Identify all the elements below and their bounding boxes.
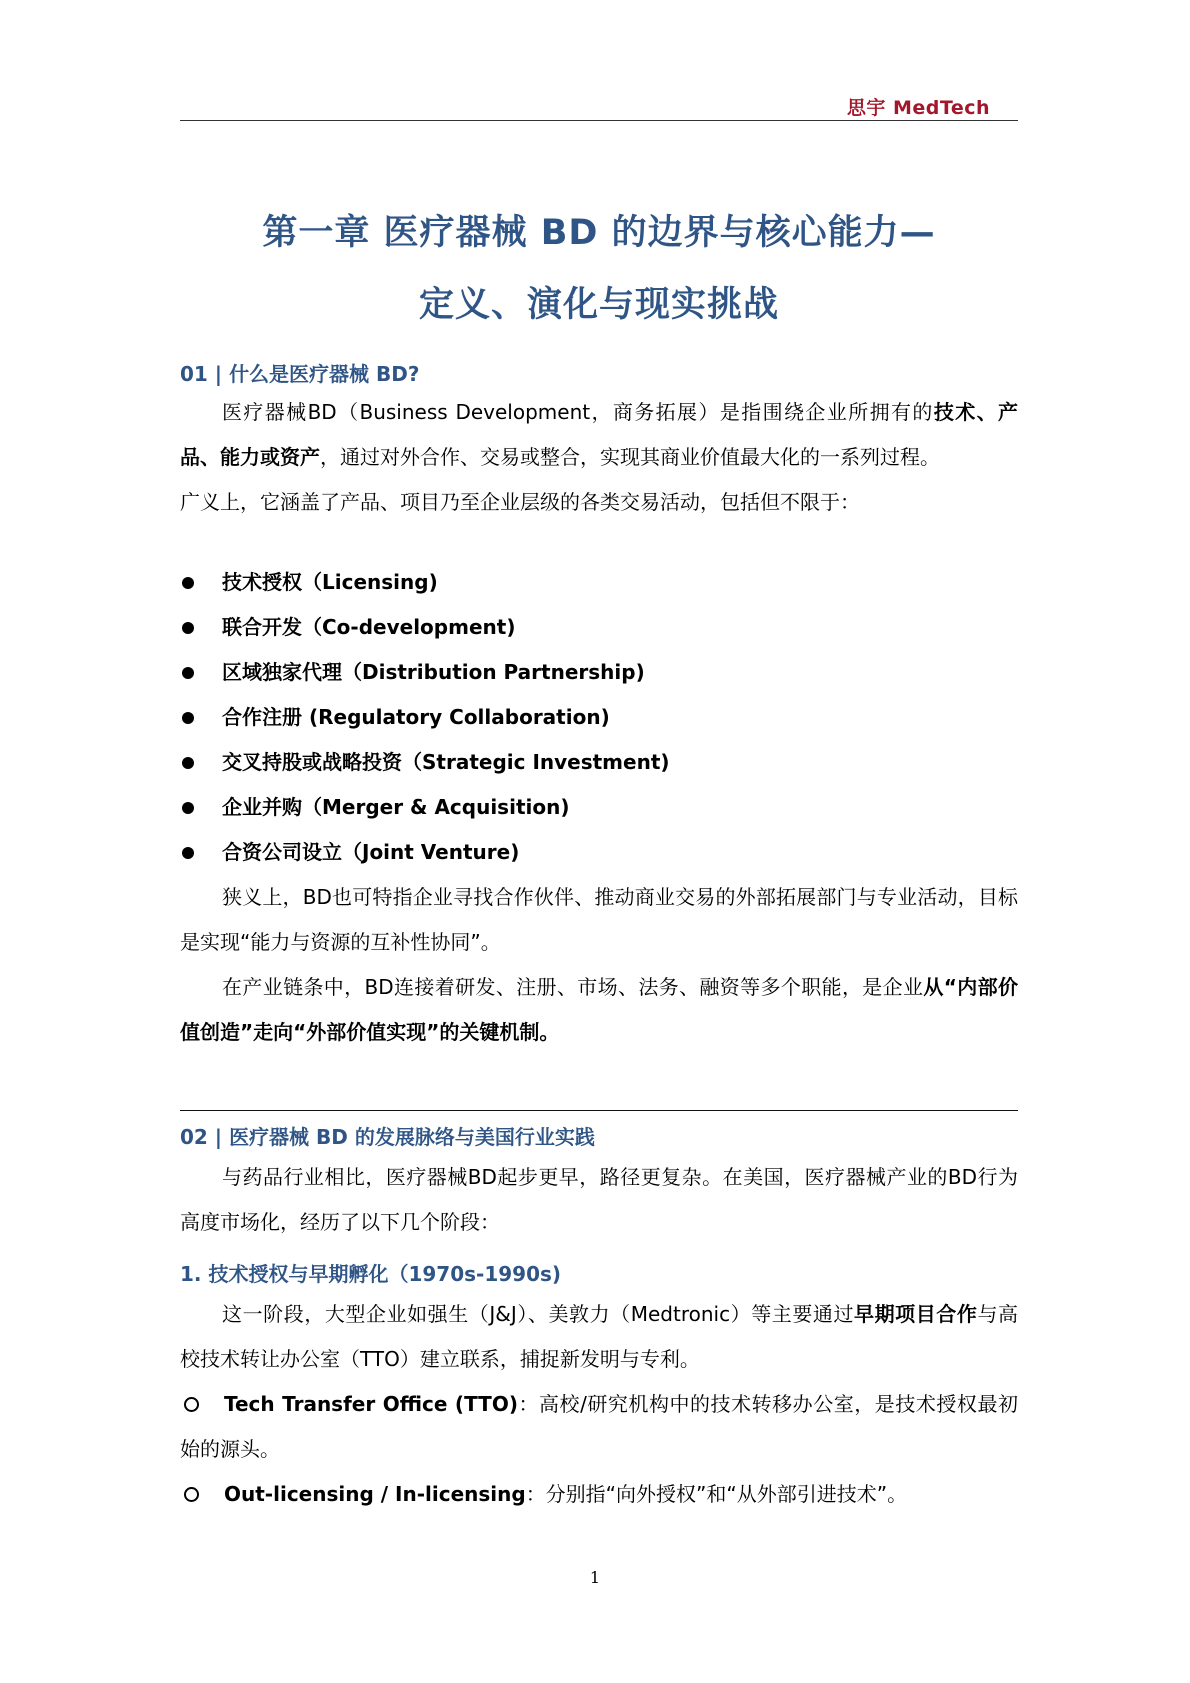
section1-p1-bold: 技术、产品、能力或资产 [180,400,1019,469]
section1-paragraph4 [180,965,1018,1055]
tto-description: ：高校/研究机构中的技术转移办公室，是技术授权最初始的源头。 [180,1392,1018,1461]
circle-bullet-icon [184,1487,199,1502]
licensing-description: ：分别指“向外授权”和“从外部引进技术”。 [525,1482,908,1506]
list-item-text: 合作注册 (Regulatory Collaboration) [222,705,610,729]
page-number: 1 [589,1568,601,1587]
header-brand: 思宇 MedTech [846,97,990,119]
chapter-title-line2: 定义、演化与现实挑战 [418,285,779,325]
section1-p1-text-c: ，通过对外合作、交易或整合，实现其商业价值最大化的一系列过程。 [320,445,940,469]
section2-heading: 02 | 医疗器械 BD 的发展脉络与美国行业实践 [180,1125,595,1149]
bullet-icon [182,622,194,634]
section1-paragraph1 [180,390,1018,525]
circle-bullet-icon [184,1397,199,1412]
bullet-icon [182,712,194,724]
licensing-item [180,1472,1018,1517]
list-item [180,695,1018,740]
section1-p4-bold: 从“内部价值创造”走向“外部价值实现”的关键机制。 [180,975,1018,1044]
list-item-text: 交叉持股或战略投资（Strategic Investment) [222,750,670,774]
section2-p2-bold: 早期项目合作 [854,1302,978,1326]
bullet-icon [182,847,194,859]
list-item [180,740,1018,785]
bullet-icon [182,667,194,679]
list-item-text: 企业并购（Merger & Acquisition) [222,795,570,819]
tto-term: Tech Transfer Office (TTO) [224,1392,518,1416]
list-item [180,830,1018,875]
list-item [180,560,1018,605]
chapter-title-line1: 第一章 医疗器械 BD 的边界与核心能力— [262,213,936,253]
section2-paragraph1 [180,1155,1018,1245]
list-item-text: 联合开发（Co-development) [222,615,516,639]
section1-p1-text-a: 医疗器械BD（Business Development，商务拓展）是指围绕企业所拥有的 [222,400,934,424]
bullet-icon [182,802,194,814]
section2-paragraph2 [180,1292,1018,1382]
list-item [180,650,1018,695]
section1-heading: 01 | 什么是医疗器械 BD? [180,362,420,386]
section2-paragraph1-text: 与药品行业相比，医疗器械BD起步更早，路径更复杂。在美国，医疗器械产业的BD行为高度市场化，经历了以下几个阶段： [180,1165,1018,1234]
list-item-text: 技术授权（Licensing) [222,570,438,594]
section1-paragraph3: 狭义上，BD也可特指企业寻找合作伙伴、推动商业交易的外部拓展部门与专业活动，目标是实现“能力与资源的互补性协同”。 [180,885,1018,954]
bullet-icon [182,757,194,769]
section1-p4-text-a: 在产业链条中，BD连接着研发、注册、市场、法务、融资等多个职能，是企业 [222,975,924,999]
section1-paragraph3-block [180,875,1018,1055]
bullet-icon [182,577,194,589]
list-item-text: 合资公司设立（Joint Venture) [222,840,520,864]
section2-subheading1: 1. 技术授权与早期孵化（1970s-1990s) [180,1262,562,1286]
licensing-term: Out-licensing / In-licensing [224,1482,526,1506]
header-divider [180,120,1018,121]
list-item [180,785,1018,830]
section2-p2-text-c: 与高校技术转让办公室（TTO）建立联系，捕捉新发明与专利。 [180,1302,1019,1371]
tto-item [180,1382,1018,1472]
list-item [180,605,1018,650]
section2-p2-text-a: 这一阶段，大型企业如强生（J&J）、美敦力（Medtronic）等主要通过 [222,1302,855,1326]
section-divider [180,1110,1018,1111]
bd-activity-list [180,560,1018,875]
section1-paragraph2: 广义上，它涵盖了产品、项目乃至企业层级的各类交易活动，包括但不限于： [180,490,860,514]
list-item-text: 区域独家代理（Distribution Partnership) [222,660,645,684]
